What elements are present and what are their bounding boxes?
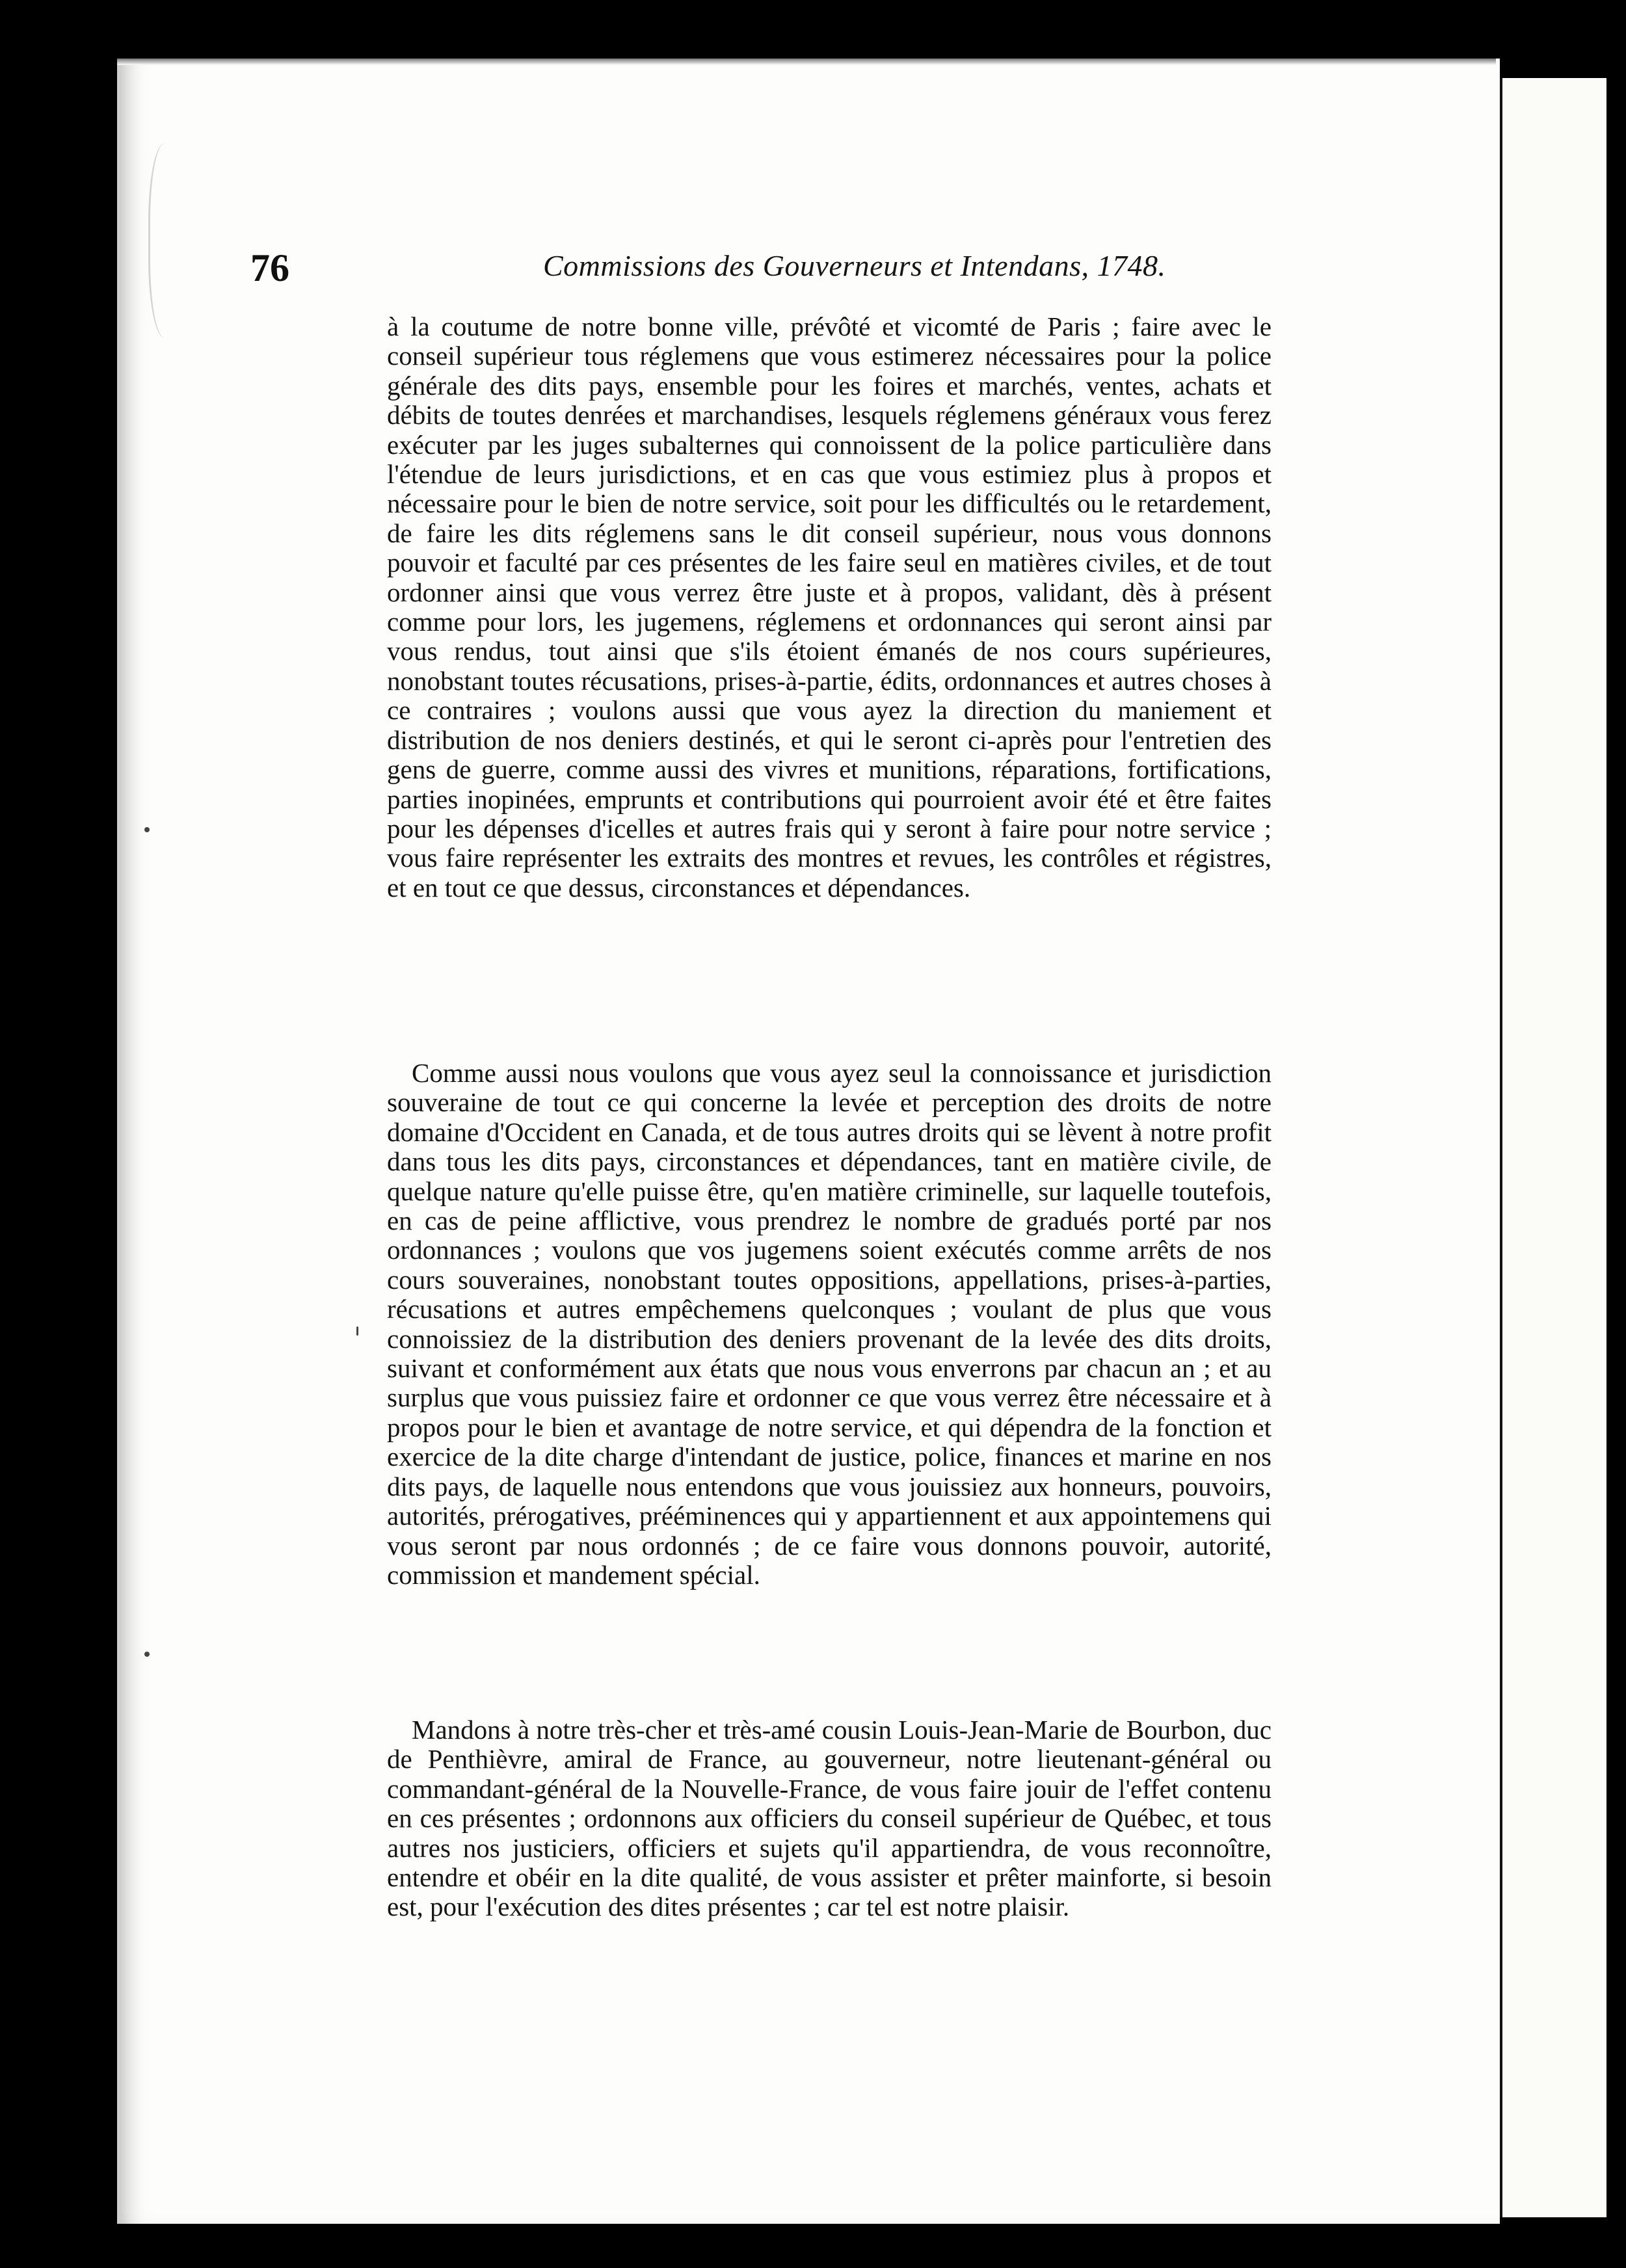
paragraph-2: Comme aussi nous voulons que vous ayez seul la connoissance et jurisdiction souveraine de tout ce qui concerne la levée et perception des droits de notre domaine d'Occident en Canada, et de tous autres droits qui se lèvent à notre profit dans tous les dits pays, circonstances et dépendances, tant en matière civile, de quelque nature qu'elle puisse être, qu'en matière criminelle, sur laquelle toutefois, en cas de peine afflictive, vous prendrez le nombre de gradués porté par nos ordonnances ; voulons que vos jugemens soient exécutés comme arrêts de nos cours souveraines, nonobstant toutes oppositions, appellations, prises-à-parties, récusations et autres empêchemens quelconques ; voulant de plus que vous connoissiez de la distribution des deniers provenant de la levée des dits droits, suivant et conformément aux états que nous vous enverrons par chacun an ; et au surplus que vous puissiez faire et ordonner ce que vous verrez être nécessaire et à propos pour le bien et avantage de notre service, et qui dépendra de la fonction et exercice de la dite charge d'intendant de justice, police, finances et marine en nos dits pays, de laquelle nous entendons que vous jouissiez aux honneurs, pouvoirs, autorités, prérogatives, prééminences qui y appartiennent et aux appointemens qui vous seront par nous ordonnés ; de ce faire vous donnons pouvoir, autorité, commission et mandement spécial. [387, 1058, 1272, 1590]
scan-speck [144, 1652, 150, 1657]
page-header [250, 246, 1174, 291]
scan-speck [144, 827, 150, 832]
paragraph-1: à la coutume de notre bonne ville, prévôté et vicomté de Paris ; faire avec le conseil supérieur tous réglemens que vous estimerez nécessaires pour la police générale des dits pays, ensemble pour les foires et marchés, ventes, achats et débits de toutes denrées et marchandises, lesquels réglemens généraux vous ferez exécuter par les juges subalternes qui connoissent de la police particulière dans l'étendue de leurs jurisdictions, et en cas que vous estimiez plus à propos et nécessaire pour le bien de notre service, soit pour les difficultés ou le retardement, de faire les dits réglemens sans le dit conseil supérieur, nous vous donnons pouvoir et faculté par ces présentes de les faire seul en matières civiles, et de tout ordonner ainsi que vous verrez être juste et à propos, validant, dès à présent comme pour lors, les jugemens, réglemens et ordonnances qui seront ainsi par vous rendus, tout ainsi que s'ils étoient émanés de nos cours supérieures, nonobstant toutes récusations, prises-à-partie, édits, ordonnances et autres choses à ce contraires ; voulons aussi que vous ayez la direction du maniement et distribution de nos deniers destinés, et qui le seront ci-après pour l'entretien des gens de guerre, comme aussi des vivres et munitions, réparations, fortifications, parties inopinées, emprunts et contributions qui pourroient avoir été et être faites pour les dépenses d'icelles et autres frais qui y seront à faire pour notre service ; vous faire représenter les extraits des montres et revues, les contrôles et régistres, et en tout ce que dessus, circonstances et dépendances. [387, 311, 1272, 903]
gutter-shadow [148, 143, 189, 338]
scan-speck [356, 1326, 358, 1336]
paragraph-3: Mandons à notre très-cher et très-amé cousin Louis-Jean-Marie de Bourbon, duc de Penthièvre, amiral de France, au gouverneur, notre lieutenant-général ou commandant-général de la Nouvelle-France, de vous faire jouir de l'effet contenu en ces présentes ; ordonnons aux officiers du conseil supérieur de Québec, et tous autres nos justiciers, officiers et sujets qu'il appartiendra, de vous reconnoître, entendre et obéir en la dite qualité, de vous assister et prêter mainforte, si besoin est, pour l'exécution des dites présentes ; car tel est notre plaisir. [387, 1715, 1272, 1922]
page-number: 76 [250, 246, 289, 289]
running-title: Commissions des Gouverneurs et Intendans, 1748. [543, 249, 1166, 282]
facing-page [1496, 78, 1606, 2217]
page-top-edge [117, 59, 1496, 65]
